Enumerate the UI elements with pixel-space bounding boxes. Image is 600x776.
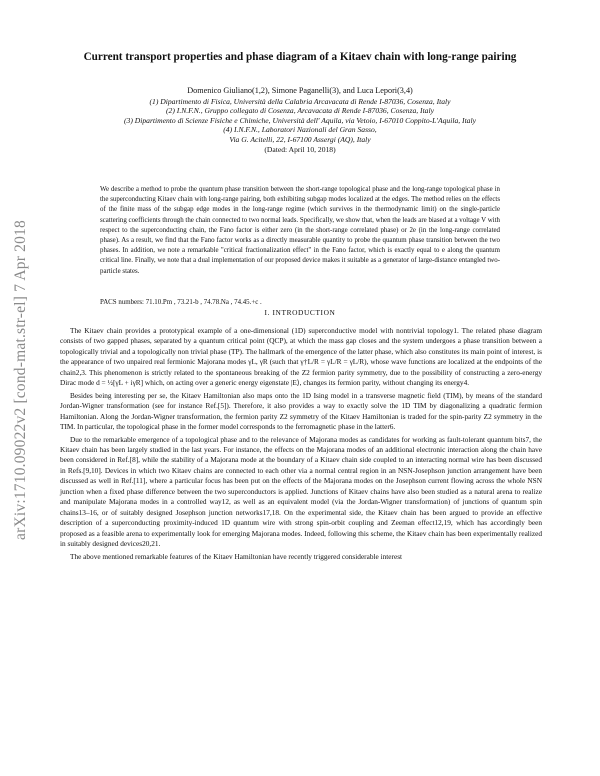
arxiv-side-stamp [4, 170, 38, 590]
section-heading-introduction: I. INTRODUCTION [264, 308, 336, 317]
affiliation-4-address: Via G. Acitelli, 22, I-67100 Assergi (AQ), Italy [229, 134, 371, 144]
arxiv-identifier[interactable]: arXiv:1710.09022v2 [cond-mat.str-el] 7 Apr 2018 [12, 220, 29, 540]
paper-title: Current transport properties and phase diagram of a Kitaev chain with long-range pairing [83, 51, 517, 63]
paragraph: The above mentioned remarkable features of the Kitaev Hamiltonian have recently triggered considerable interest [70, 551, 403, 561]
affiliation-2: (2) I.N.F.N., Gruppo collegato di Cosenza, Arcavacata di Rende I-87036, Cosenza, Italy [166, 106, 434, 116]
introduction-body [60, 326, 542, 564]
paragraph: The Kitaev chain provides a prototypical example of a one-dimensional (1D) superconductive model with nontrivial topology1. The related phase diagram consists of two gapped phases, separated by a quantum critical point (QCP), at which the mass gap closes and the system undergoes a phase transition between a topologically trivial and a topologically non trivial phase (TP). The hallmark of the emergence of the latter phase, which also constitutes its main point of interest, is the appearance of two unpaired real fermionic Majorana modes γL, γR (such that γ†L/R = γL/R = γL/R), whose wave functions are localized at the endpoints of the chain2,3. This phenomenon is strictly related to the spontaneous breaking of the Z2 fermion parity symmetry, due to the possibility of constructing a zero-energy Dirac mode d = ½[γL + iγR] which, on acting over a generic energy eigenstate |E⟩, changes its fermion parity, without changing its energy4. [60, 326, 542, 388]
author-block [70, 86, 530, 154]
affiliation-1: (1) Dipartimento di Fisica, Università della Calabria Arcavacata di Rende I-87036, Cosenza, Italy [149, 96, 451, 106]
abstract: We describe a method to probe the quantum phase transition between the short-range topological phase and the long-range topological phase in the superconducting Kitaev chain with long-range pairing, both exhibiting subgap modes localized at the edges. The method relies on the effects of the finite mass of the subgap edge modes in the long-range regime (which survives in the thermodynamic limit) on the single-particle scattering coefficients through the chain connected to two normal leads. Specifically, we show that, when the leads are biased at a voltage V with respect to the superconducting chain, the Fano factor is either zero (in the short-range correlated phase) or 2e (in the long-range correlated phase). As a result, we find that the Fano factor works as a directly measurable quantity to probe the quantum phase transition between the two phases. In addition, we note a remarkable "critical fractionalization effect" in the Fano factor, which is exactly equal to e along the quantum critical line. Finally, we note that a dual implementation of our proposed device makes it suitable as a generator of large-distance entangled two-particle states. [100, 186, 500, 275]
affiliation-4: (4) I.N.F.N., Laboratori Nazionali del Gran Sasso, [223, 125, 377, 135]
dated-line: (Dated: April 10, 2018) [264, 144, 336, 154]
author-names: Domenico Giuliano(1,2), Simone Paganelli(3), and Luca Lepori(3,4) [187, 86, 413, 95]
paragraph: Besides being interesting per se, the Kitaev Hamiltonian also maps onto the 1D Ising model in a transverse magnetic field (TIM), by means of the standard Jordan-Wigner transformation (see for instance Ref.[5]). Therefore, it also provides a way to exactly solve the 1D TIM by diagonalizing a quadratic fermion Hamiltonian. Along the Jordan-Wigner transformation, the fermion parity Z2 symmetry of the Kitaev Hamiltonian is traded for the spin-parity Z2 symmetry in the TIM. In particular, the topological phase in the former model corresponds to the ferromagnetic phase in the latter6. [60, 390, 542, 432]
pacs-numbers: PACS numbers: 71.10.Pm , 73.21-b , 74.78.Na , 74.45.+c . [100, 299, 262, 306]
paragraph: Due to the remarkable emergence of a topological phase and to the relevance of Majorana modes as candidates for working as fault-tolerant quantum bits7, the Kitaev chain has been largely studied in the last years. For instance, the effects on the Majorana modes of an additional electronic interaction along the chain have been considered in Ref.[8], while the stability of a Majorana mode at the boundary of a Kitaev chain side coupled to an interacting normal wire has been discussed in Refs.[9,10]. Devices in which two Kitaev chains are connected to each other via a normal central region in an NSN-Josephson junction arrangement have been discussed as well in Ref.[11], where a particular focus has been put on the effects of the Majorana modes on the Josephson current flowing across the whole NSN junction when a fixed phase difference between the two superconductors is applied. Junctions of Kitaev chains have also been studied as a natural arena to realize and manipulate Majorana modes in a controlled way12, as well as an equivalent model (via the Jordan-Wigner transformation) of junctions of quantum spin chains13–16, or of suitably designed Josephson junction networks17,18. On the experimental side, the Kitaev chain has been argued to provide an effective description of a superconducting proximity-induced 1D quantum wire with strong spin-orbit coupling and Zeeman effect12,19, which has accordingly been proposed as a feasible arena to experimentally look for emerging Majorana modes. Indeed, following this scheme, the Kitaev chain has been experimentally realized in suitably designed devices20,21. [60, 434, 542, 549]
affiliation-3: (3) Dipartimento di Scienze Fisiche e Chimiche, Università dell' Aquila, via Vetoio, I-67010 Coppito-L'Aquila, Italy [124, 115, 476, 125]
